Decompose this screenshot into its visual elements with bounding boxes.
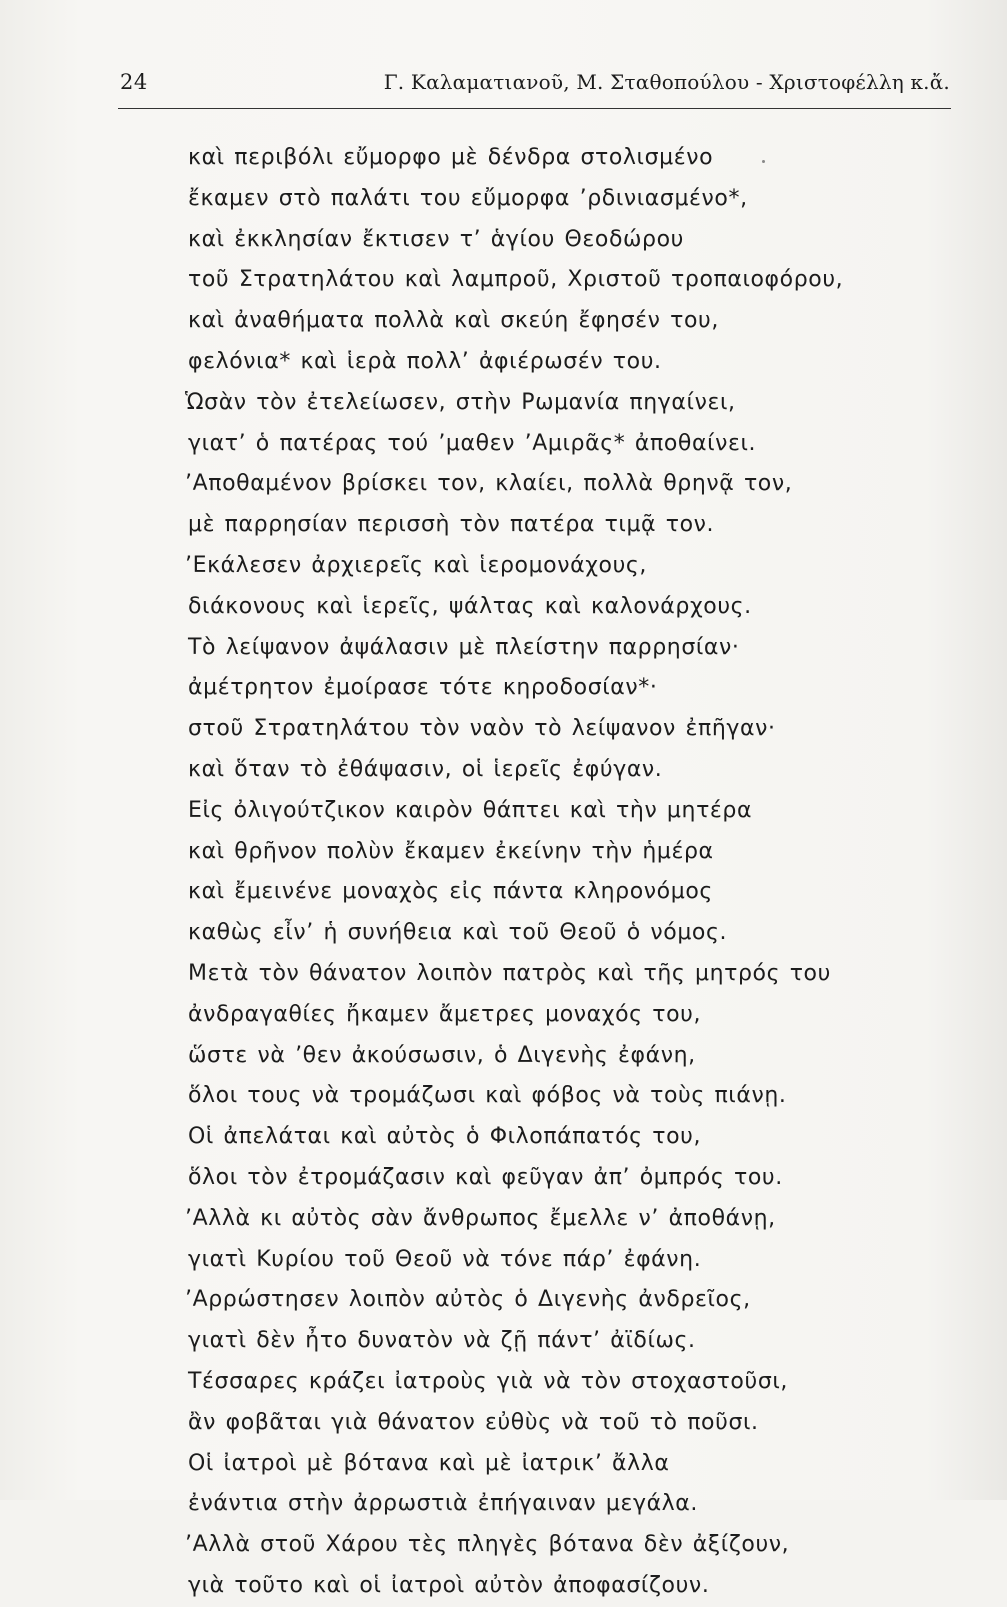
verse-line: μὲ παρρησίαν περισσὴ τὸν πατέρα τιμᾷ τον. xyxy=(188,512,715,538)
verse-line: ἀμέτρητον ἐμοίρασε τότε κηροδοσίαν*· xyxy=(188,675,658,701)
running-title: Γ. Καλαματιανοῦ, Μ. Σταθοπούλου - Χριστοφέλλη κ.ἄ. xyxy=(383,70,950,94)
verse-line: καθὼς εἶν’ ἡ συνήθεια καὶ τοῦ Θεοῦ ὁ νόμος. xyxy=(188,920,728,946)
verse-line: ἐνάντια στὴν ἀρρωστιὰ ἐπήγαιναν μεγάλα. xyxy=(188,1491,698,1517)
verse-line: διάκονους καὶ ἱερεῖς, ψάλτας καὶ καλονάρχους. xyxy=(188,593,752,619)
verse-line: καὶ περιβόλι εὔμορφο μὲ δένδρα στολισμένο xyxy=(188,145,714,170)
verse-line: τοῦ Στρατηλάτου καὶ λαμπροῦ, Χριστοῦ τροπαιοφόρου, xyxy=(188,267,844,293)
verse-line: γιατ’ ὁ πατέρας τού ’μαθεν ’Αμιρᾶς* ἀποθαίνει. xyxy=(188,430,757,456)
verse-line: Τὸ λείψανον ἀψάλασιν μὲ πλείστην παρρησίαν· xyxy=(188,634,740,660)
verse-line: Οἱ ἰατροὶ μὲ βότανα καὶ μὲ ἰατρικ’ ἄλλα xyxy=(188,1450,670,1476)
verse-line: Ὡσὰν τὸν ἐτελείωσεν, στὴν Ρωμανία πηγαίνει, xyxy=(185,389,736,415)
page-number: 24 xyxy=(120,70,148,94)
verse-line: στοῦ Στρατηλάτου τὸν ναὸν τὸ λείψανον ἐπῆγαν· xyxy=(188,716,776,742)
verse-line: ’Αρρώστησεν λοιπὸν αὐτὸς ὁ Διγενὴς ἀνδρεῖος, xyxy=(185,1287,751,1313)
poem-text xyxy=(185,138,888,1607)
verse-line: Τέσσαρες κράζει ἰατροὺς γιὰ νὰ τὸν στοχαστοῦσι, xyxy=(188,1368,789,1394)
verse-line: καὶ ἐκκλησίαν ἔκτισεν τ’ ἁγίου Θεοδώρου xyxy=(188,226,685,252)
verse-line: Εἰς ὀλιγούτζικον καιρὸν θάπτει καὶ τὴν μητέρα xyxy=(188,797,753,823)
verse-line: καὶ ὅταν τὸ ἐθάψασιν, οἱ ἱερεῖς ἐφύγαν. xyxy=(188,756,663,782)
verse-line: φελόνια* καὶ ἱερὰ πολλ’ ἀφιέρωσέν του. xyxy=(188,348,662,374)
verse-line: γιατὶ Κυρίου τοῦ Θεοῦ νὰ τόνε πάρ’ ἐφάνη. xyxy=(188,1246,702,1272)
verse-line: ’Αλλὰ στοῦ Χάρου τὲς πληγὲς βότανα δὲν ἀξίζουν, xyxy=(185,1532,790,1558)
verse-line: ’Εκάλεσεν ἀρχιερεῖς καὶ ἱερομονάχους, xyxy=(185,552,648,578)
verse-line: ἀνδραγαθίες ἤκαμεν ἄμετρες μοναχός του, xyxy=(188,1001,702,1027)
verse-line: γιὰ τοῦτο καὶ οἱ ἰατροὶ αὐτὸν ἀποφασίζουν. xyxy=(188,1572,710,1598)
verse-line: καὶ ἀναθήματα πολλὰ καὶ σκεύη ἔφησέν του, xyxy=(188,308,719,334)
print-speck xyxy=(762,160,765,163)
verse-line: καὶ θρῆνον πολὺν ἔκαμεν ἐκείνην τὴν ἡμέρα xyxy=(188,838,714,864)
verse-line: ἂν φοβᾶται γιὰ θάνατον εὐθὺς νὰ τοῦ τὸ ποῦσι. xyxy=(188,1409,759,1435)
verse-line: ὅλοι τους νὰ τρομάζωσι καὶ φόβος νὰ τοὺς πιάνῃ. xyxy=(188,1083,787,1109)
verse-line: ἔκαμεν στὸ παλάτι του εὔμορφα ’ρδινιασμένο*, xyxy=(188,185,748,211)
running-header xyxy=(120,70,950,104)
verse-line: Οἱ ἀπελάται καὶ αὐτὸς ὁ Φιλοπάπατός του, xyxy=(188,1124,702,1150)
verse-line: Μετὰ τὸν θάνατον λοιπὸν πατρὸς καὶ τῆς μητρός του xyxy=(188,960,831,986)
verse-line: γιατὶ δὲν ἦτο δυνατὸν νὰ ζῇ πάντ’ ἀϊδίως. xyxy=(188,1328,696,1354)
verse-line: ὥστε νὰ ’θεν ἀκούσωσιν, ὁ Διγενὴς ἐφάνη, xyxy=(188,1042,696,1068)
header-divider xyxy=(118,108,951,109)
verse-line: καὶ ἔμεινένε μοναχὸς εἰς πάντα κληρονόμος xyxy=(188,879,713,905)
verse-line: ὅλοι τὸν ἐτρομάζασιν καὶ φεῦγαν ἀπ’ ὀμπρός του. xyxy=(188,1164,783,1190)
verse-line: ’Αποθαμένον βρίσκει τον, κλαίει, πολλὰ θρηνᾷ τον, xyxy=(185,471,793,497)
verse-line: ’Αλλὰ κι αὐτὸς σὰν ἄνθρωπος ἔμελλε ν’ ἀποθάνῃ, xyxy=(185,1205,776,1231)
